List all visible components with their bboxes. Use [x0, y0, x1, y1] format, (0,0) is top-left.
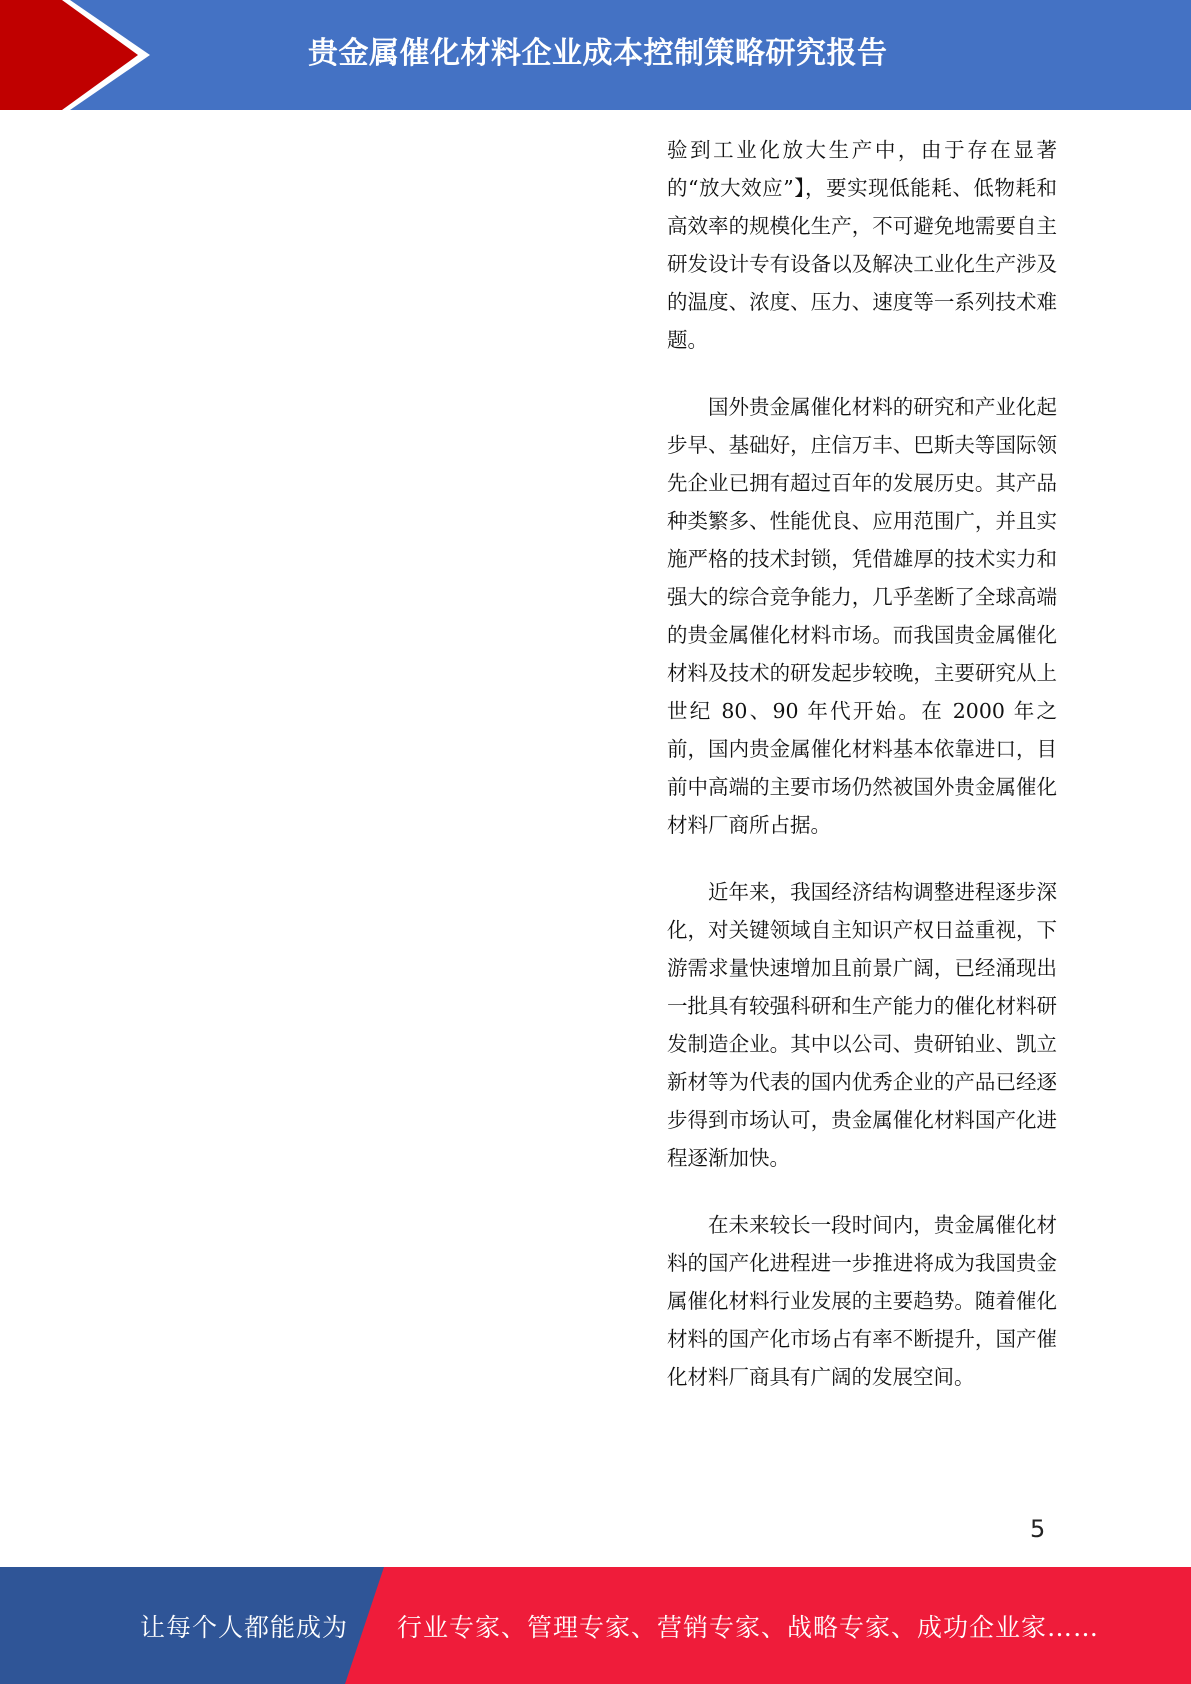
- main-text: [667, 131, 1057, 1425]
- page-footer: [0, 1567, 1191, 1684]
- paragraph-4: 在未来较长一段时间内，贵金属催化材料的国产化进程进一步推进将成为我国贵金属催化材料行业发展的主要趋势。随着催化材料的国产化市场占有率不断提升，国产催化材料厂商具有广阔的发展空间。: [667, 1213, 1057, 1389]
- paragraph-3: 近年来，我国经济结构调整进程逐步深化，对关键领域自主知识产权日益重视，下游需求量快速增加且前景广阔，已经涌现出一批具有较强科研和生产能力的催化材料研发制造企业。其中以公司、贵研铂业、凯立新材等为代表的国内优秀企业的产品已经逐步得到市场认可，贵金属催化材料国产化进程逐渐加快。: [667, 880, 1057, 1170]
- paragraph-1: 验到工业化放大生产中，由于存在显著的“放大效应”】，要实现低能耗、低物耗和高效率的规模化生产，不可避免地需要自主研发设计专有设备以及解决工业化生产涉及的温度、浓度、压力、速度等一系列技术难题。: [667, 138, 1057, 352]
- page-header: [0, 0, 1191, 110]
- paragraph-2: 国外贵金属催化材料的研究和产业化起步早、基础好，庄信万丰、巴斯夫等国际领先企业已拥有超过百年的发展历史。其产品种类繁多、性能优良、应用范围广，并且实施严格的技术封锁，凭借雄厚的技术实力和强大的综合竞争能力，几乎垄断了全球高端的贵金属催化材料市场。而我国贵金属催化材料及技术的研发起步较晚，主要研究从上世纪 80、90 年代开始。在 2000 年之前，国内贵金属催化材料基本依靠进口，目前中高端的主要市场仍然被国外贵金属催化材料厂商所占据。: [667, 395, 1057, 837]
- page-title: 贵金属催化材料企业成本控制策略研究报告: [308, 36, 888, 71]
- footer-slogan-left: 让每个人都能成为: [140, 1612, 349, 1642]
- page-number: 5: [1030, 1515, 1046, 1543]
- footer-slogan-right: 行业专家、管理专家、营销专家、战略专家、成功企业家……: [397, 1612, 1100, 1642]
